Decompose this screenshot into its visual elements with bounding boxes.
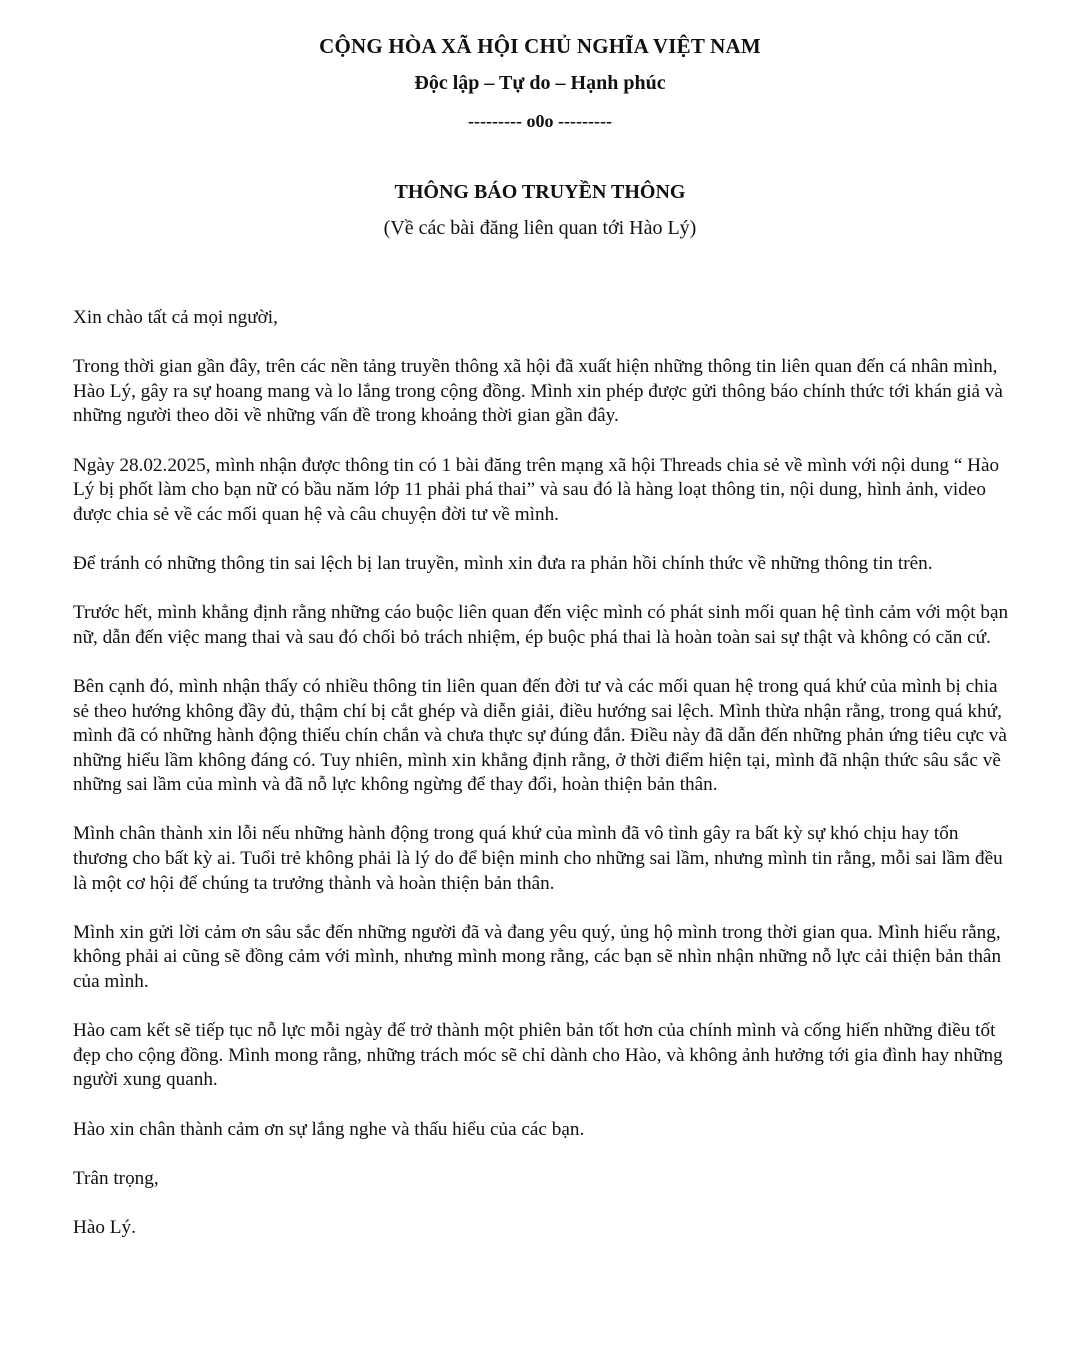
motto-heading: Độc lập – Tự do – Hạnh phúc bbox=[414, 72, 666, 94]
closing: Trân trọng, bbox=[73, 1167, 159, 1189]
nation-heading: CỘNG HÒA XÃ HỘI CHỦ NGHĨA VIỆT NAM bbox=[319, 34, 761, 58]
greeting: Xin chào tất cả mọi người, bbox=[73, 307, 278, 328]
paragraph-2: Ngày 28.02.2025, mình nhận được thông tin có 1 bài đăng trên mạng xã hội Threads chia sẻ về mình với nội dung “ Hào Lý bị phốt làm cho bạn nữ có bầu năm lớp 11 phải phá thai” và sau đó là hàng loạt thông tin, nội dung, hình ảnh, video được chia sẻ về các mối quan hệ và câu chuyện đời tư về mình. bbox=[73, 454, 1000, 525]
header-divider: --------- o0o --------- bbox=[468, 111, 612, 131]
paragraph-3: Để tránh có những thông tin sai lệch bị lan truyền, mình xin đưa ra phản hồi chính thức về những thông tin trên. bbox=[73, 552, 933, 574]
paragraph-1: Trong thời gian gần đây, trên các nền tảng truyền thông xã hội đã xuất hiện những thông tin liên quan đến cá nhân mình, Hào Lý, gây ra sự hoang mang và lo lắng trong cộng đồng. Mình xin phép được gửi thông báo chính thức tới khán giả và những người theo dõi về những vấn đề trong khoảng thời gian gần đây. bbox=[73, 356, 1003, 427]
paragraph-9: Hào xin chân thành cảm ơn sự lắng nghe và thấu hiểu của các bạn. bbox=[73, 1118, 585, 1140]
paragraph-7: Mình xin gửi lời cảm ơn sâu sắc đến những người đã và đang yêu quý, ủng hộ mình trong thời gian qua. Mình hiểu rằng, không phải ai cũng sẽ đồng cảm với mình, nhưng mình mong rằng, các bạn sẽ nhìn nhận những nỗ lực cải thiện bản thân của mình. bbox=[73, 921, 1002, 993]
signature: Hào Lý. bbox=[73, 1216, 136, 1238]
paragraph-8: Hào cam kết sẽ tiếp tục nỗ lực mỗi ngày để trở thành một phiên bản tốt hơn của chính mình và cống hiến những điều tốt đẹp cho cộng đồng. Mình mong rằng, những trách móc sẽ chỉ dành cho Hào, và không ảnh hưởng tới gia đình hay những người xung quanh. bbox=[73, 1020, 1003, 1091]
paragraph-5: Bên cạnh đó, mình nhận thấy có nhiều thông tin liên quan đến đời tư và các mối quan hệ trong quá khứ của mình bị chia sẻ theo hướng không đầy đủ, thậm chí bị cắt ghép và diễn giải, điều hướng sai lệch. Mình thừa nhận rằng, trong quá khứ, mình đã có những hành động thiếu chín chắn và chưa thực sự đúng đắn. Điều này đã dẫn đến những phản ứng tiêu cực và những hiểu lầm không đáng có. Tuy nhiên, mình xin khẳng định rằng, ở thời điểm hiện tại, mình đã nhận thức sâu sắc về những sai lầm của mình và đã nỗ lực không ngừng để thay đổi, hoàn thiện bản thân. bbox=[73, 675, 1007, 796]
paragraph-4: Trước hết, mình khẳng định rằng những cáo buộc liên quan đến việc mình có phát sinh mối quan hệ tình cảm với một bạn nữ, dẫn đến việc mang thai và sau đó chối bỏ trách nhiệm, ép buộc phá thai là hoàn toàn sai sự thật và không có căn cứ. bbox=[73, 602, 1009, 648]
document-title: THÔNG BÁO TRUYỀN THÔNG bbox=[394, 181, 686, 203]
letter-body bbox=[73, 306, 1013, 1265]
document-subtitle: (Về các bài đăng liên quan tới Hào Lý) bbox=[383, 217, 697, 239]
paragraph-6: Mình chân thành xin lỗi nếu những hành động trong quá khứ của mình đã vô tình gây ra bất kỳ sự khó chịu hay tổn thương cho bất kỳ ai. Tuổi trẻ không phải là lý do để biện minh cho những sai lầm, nhưng mình tin rằng, mỗi sai lầm đều là một cơ hội để chúng ta trưởng thành và hoàn thiện bản thân. bbox=[73, 823, 1003, 894]
